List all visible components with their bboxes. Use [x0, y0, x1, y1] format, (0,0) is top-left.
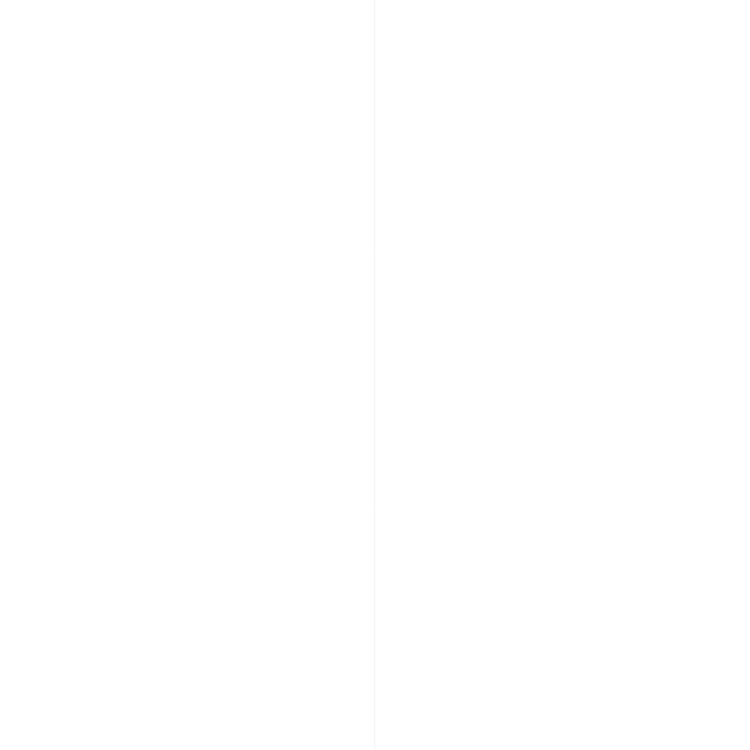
page-gutter: [374, 0, 376, 750]
